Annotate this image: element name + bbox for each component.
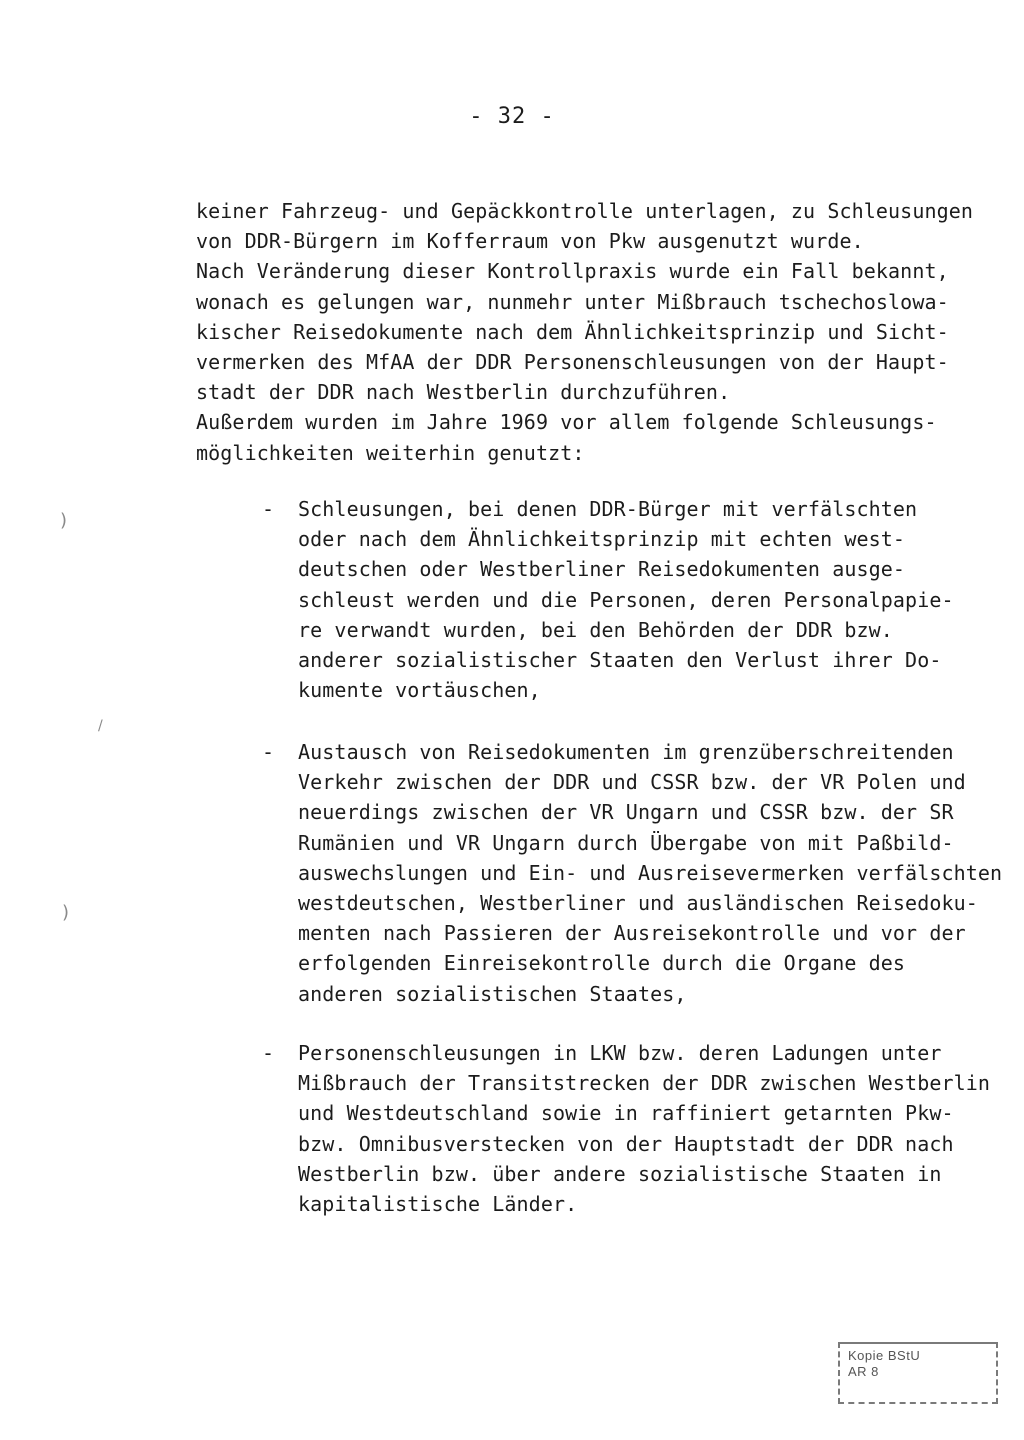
scan-mark: ) <box>62 902 70 923</box>
stamp-line: Kopie BStU <box>848 1348 921 1363</box>
text-line: Rumänien und VR Ungarn durch Übergabe von mit Paßbild- <box>298 830 954 855</box>
scan-mark: / <box>98 718 103 734</box>
text-line: keiner Fahrzeug- und Gepäckkontrolle unterlagen, zu Schleusungen <box>196 199 974 223</box>
list-item-text <box>298 494 954 705</box>
text-line: auswechslungen und Ein- und Ausreisevermerken verfälschten <box>298 860 1003 885</box>
text-line: Mißbrauch der Transitstrecken der DDR zwischen Westberlin <box>298 1071 991 1096</box>
text-line: und Westdeutschland sowie in raffiniert getarnten Pkw- <box>298 1101 954 1126</box>
text-line: bzw. Omnibusverstecken von der Hauptstadt der DDR nach <box>298 1131 954 1156</box>
archive-stamp <box>838 1342 998 1404</box>
text-line: Westberlin bzw. über andere sozialistische Staaten in <box>298 1161 942 1186</box>
text-line: stadt der DDR nach Westberlin durchzuführen. <box>196 380 731 405</box>
text-line: anderer sozialistischer Staaten den Verlust ihrer Do- <box>298 648 942 673</box>
text-line: Schleusungen, bei denen DDR-Bürger mit verfälschten <box>298 497 918 521</box>
scan-mark: ) <box>60 510 68 531</box>
text-line: deutschen oder Westberliner Reisedokumenten ausge- <box>298 557 906 582</box>
list-item-text <box>298 1038 990 1219</box>
list-dash: - <box>262 1041 275 1065</box>
stamp-line: AR 8 <box>848 1364 879 1379</box>
text-line: Austausch von Reisedokumenten im grenzüberschreitenden <box>298 740 954 764</box>
text-line: wonach es gelungen war, nunmehr unter Mißbrauch tschechoslowa- <box>196 289 949 314</box>
intro-paragraph <box>196 196 996 468</box>
text-line: Verkehr zwischen der DDR und CSSR bzw. der VR Polen und <box>298 770 966 795</box>
text-line: erfolgenden Einreisekontrolle durch die Organe des <box>298 951 906 976</box>
text-line: menten nach Passieren der Ausreisekontrolle und vor der <box>298 921 966 946</box>
text-line: von DDR-Bürgern im Kofferraum von Pkw ausgenutzt wurde. <box>196 229 864 254</box>
list-item-text <box>298 737 1002 1009</box>
text-line: Außerdem wurden im Jahre 1969 vor allem folgende Schleusungs- <box>196 410 937 435</box>
text-line: möglichkeiten weiterhin genutzt: <box>196 440 585 465</box>
text-line: Personenschleusungen in LKW bzw. deren Ladungen unter <box>298 1041 942 1065</box>
text-line: vermerken des MfAA der DDR Personenschleusungen von der Haupt- <box>196 350 949 375</box>
text-line: neuerdings zwischen der VR Ungarn und CSSR bzw. der SR <box>298 800 954 825</box>
text-line: kumente vortäuschen, <box>298 678 541 703</box>
text-line: oder nach dem Ähnlichkeitsprinzip mit echten west- <box>298 527 906 552</box>
list-dash: - <box>262 497 275 521</box>
text-line: anderen sozialistischen Staates, <box>298 981 687 1006</box>
page-number: - 32 - <box>469 104 555 129</box>
text-line: Nach Veränderung dieser Kontrollpraxis wurde ein Fall bekannt, <box>196 259 949 284</box>
text-line: kapitalistische Länder. <box>298 1192 578 1217</box>
text-line: re verwandt wurden, bei den Behörden der DDR bzw. <box>298 617 893 642</box>
text-line: schleust werden und die Personen, deren Personalpapie- <box>298 587 954 612</box>
list-dash: - <box>262 740 275 764</box>
text-line: westdeutschen, Westberliner und ausländischen Reisedoku- <box>298 891 978 916</box>
text-line: kischer Reisedokumente nach dem Ähnlichkeitsprinzip und Sicht- <box>196 319 949 344</box>
